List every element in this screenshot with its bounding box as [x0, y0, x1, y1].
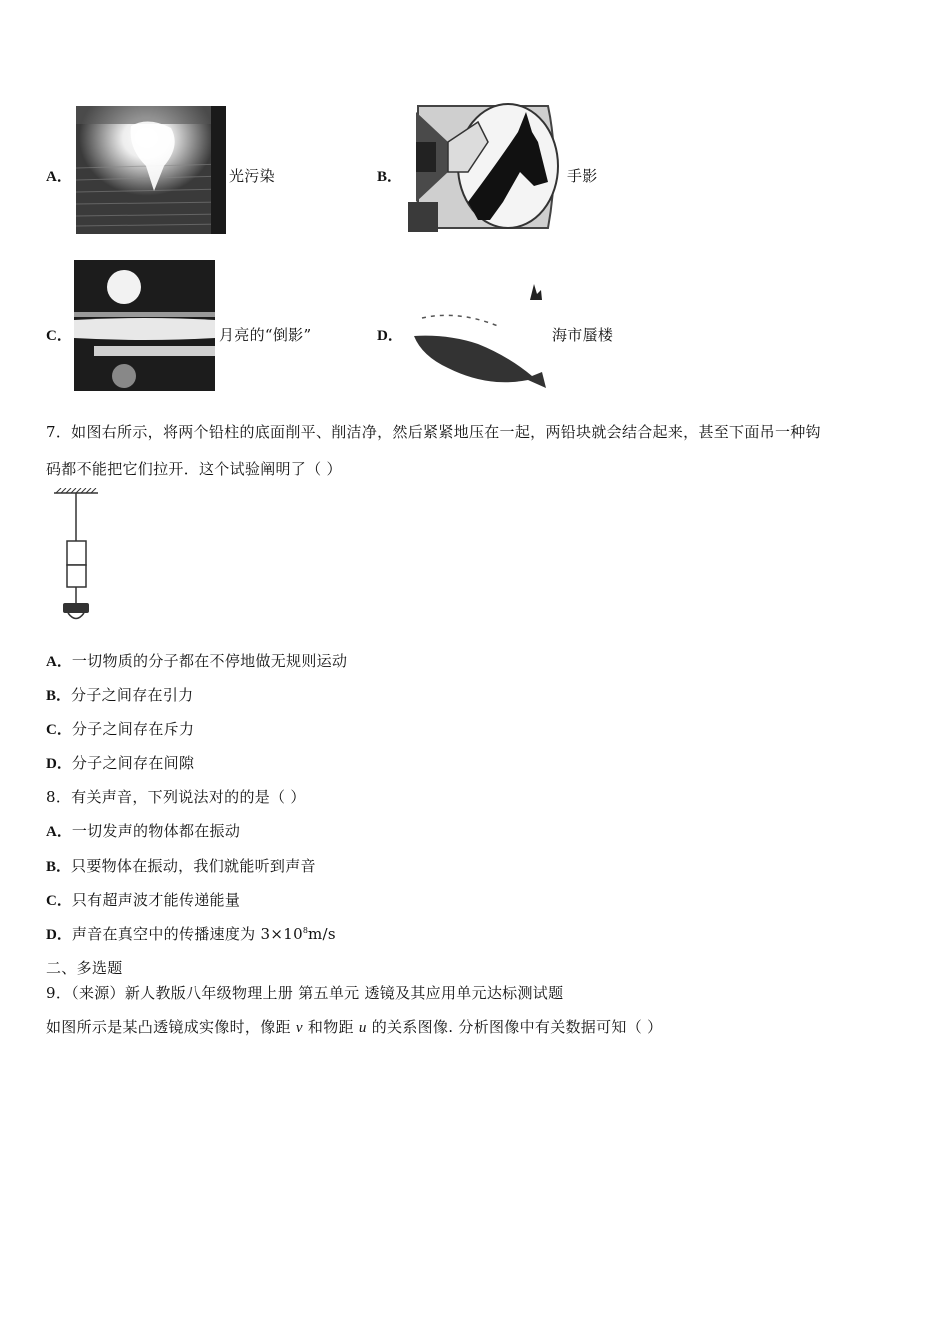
q7-option-d[interactable]: [46, 752, 194, 773]
option-c-caption: 月亮的“倒影”: [219, 326, 312, 344]
q7-option-a-letter: A．: [46, 654, 72, 670]
q7-option-c-letter: C．: [46, 722, 72, 738]
q8-option-d-exponent: 8: [302, 926, 309, 935]
q8-option-a-letter: A．: [46, 824, 72, 840]
q7-option-b[interactable]: [46, 684, 193, 705]
q7-option-b-letter: B．: [46, 688, 72, 704]
q7-option-b-text: 分子之间存在引力: [71, 686, 194, 704]
q8-option-c-letter: C．: [46, 893, 72, 909]
q8-option-b-text: 只要物体在振动，我们就能听到声音: [71, 857, 316, 875]
q7-option-c[interactable]: [46, 718, 194, 739]
option-b-letter: B．: [377, 169, 403, 185]
q9-stem: [46, 1016, 662, 1037]
q8-option-b[interactable]: [46, 855, 316, 876]
section-title: 二、多选题: [46, 959, 123, 977]
q7-option-a-text: 一切物质的分子都在不停地做无规则运动: [71, 652, 348, 670]
q7-option-c-text: 分子之间存在斥力: [71, 720, 195, 738]
lead-cylinder-diagram: [50, 488, 102, 626]
option-d-caption: 海市蜃楼: [552, 326, 614, 344]
hand-shadow-image: [408, 102, 560, 232]
q8-option-a[interactable]: [46, 820, 240, 841]
q8-stem: 8．有关声音，下列说法对的的是（ ）: [46, 788, 306, 806]
option-d-letter: D．: [377, 328, 403, 344]
q9-source: 9．（来源）新人教版八年级物理上册 第五单元 透镜及其应用单元达标测试题: [46, 984, 564, 1002]
q7-stem-line1: 7．如图右所示，将两个铅柱的底面削平、削洁净，然后紧紧地压在一起，两铅块就会结合起来，甚至下面吊一种钩: [46, 423, 821, 441]
q8-option-c-text: 只有超声波才能传递能量: [71, 891, 241, 909]
q7-option-a[interactable]: [46, 650, 347, 671]
option-b-caption: 手影: [567, 167, 598, 185]
light-pollution-image: [76, 106, 226, 234]
q8-option-c[interactable]: [46, 889, 240, 910]
q9-stem-part3: 的关系图像. 分析图像中有关数据可知（ ）: [366, 1018, 663, 1036]
q7-stem-line2: 码都不能把它们拉开．这个试验阐明了（ ）: [46, 460, 342, 478]
q8-option-a-text: 一切发声的物体都在振动: [71, 822, 241, 840]
q8-option-d-letter: D．: [46, 927, 72, 943]
q8-option-d-unit: m/s: [308, 925, 336, 943]
q8-option-d[interactable]: [46, 923, 336, 944]
moon-reflection-image: [74, 260, 215, 391]
q9-stem-part1: 如图所示是某凸透镜成实像时，像距: [46, 1018, 296, 1036]
q7-option-d-letter: D．: [46, 756, 72, 772]
option-c-letter: C．: [46, 328, 72, 344]
option-a-letter: A．: [46, 169, 72, 185]
q8-option-b-letter: B．: [46, 859, 72, 875]
option-a-caption: 光污染: [229, 167, 275, 185]
q9-var-u: u: [358, 1020, 367, 1036]
q7-option-d-text: 分子之间存在间隙: [71, 754, 195, 772]
q9-var-v: v: [295, 1020, 303, 1036]
mirage-image: [408, 276, 553, 392]
q8-option-d-text: 声音在真空中的传播速度为 3×10: [71, 925, 303, 943]
q9-stem-part2: 和物距: [302, 1018, 359, 1036]
